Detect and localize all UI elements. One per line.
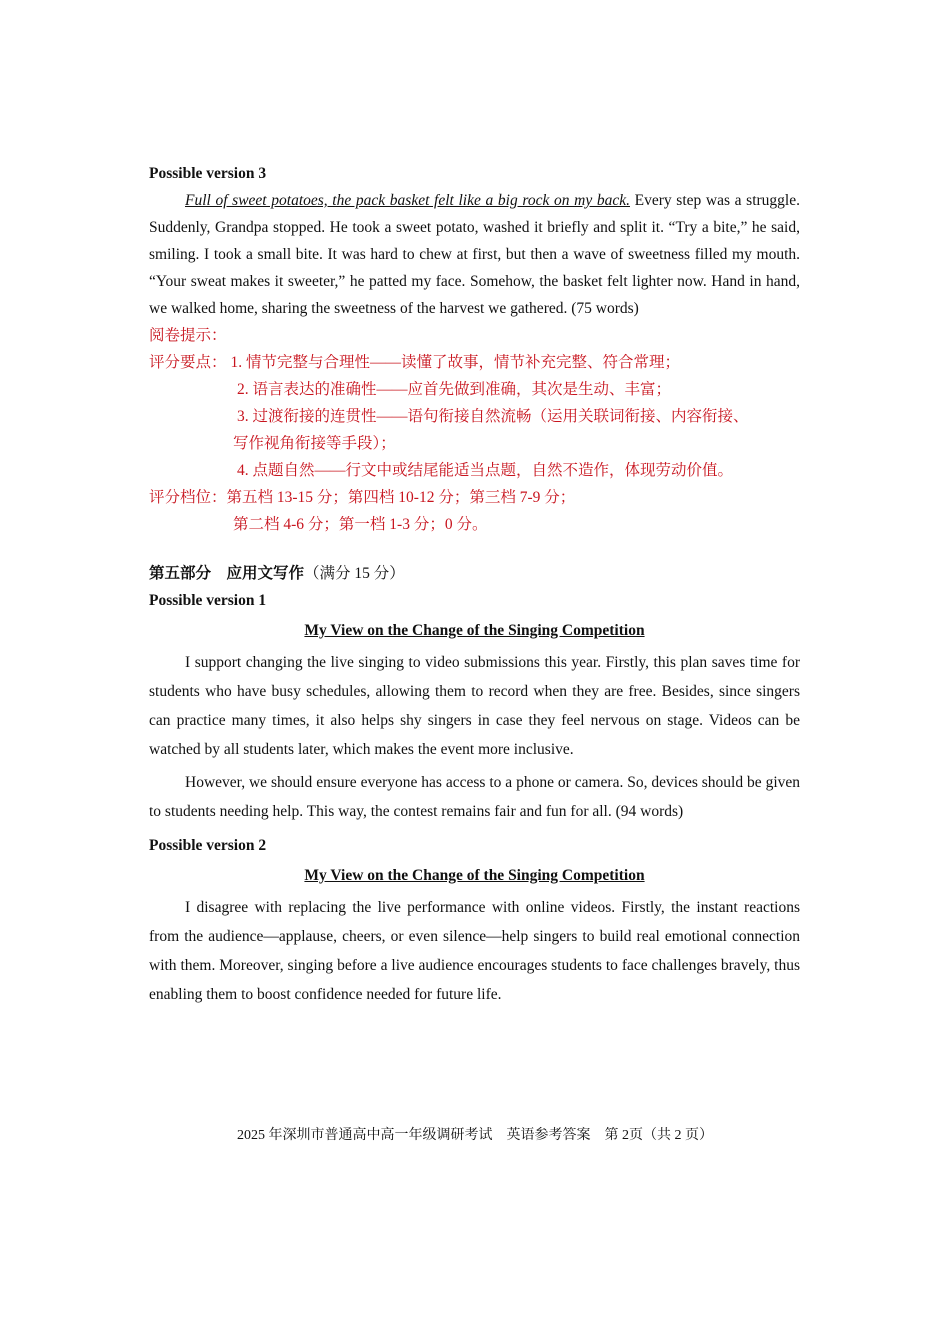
marking-points-label: 评分要点： <box>149 354 227 371</box>
marking-point-4: 4. 点题自然——行文中或结尾能适当点题，自然不造作，体现劳动价值。 <box>237 462 734 479</box>
page-footer: 2025 年深圳市普通高中高一年级调研考试 英语参考答案 第 2页（共 2 页） <box>237 1128 713 1143</box>
part5-section-note: （满分 15 分） <box>304 565 405 582</box>
version1-paragraph-2: However, we should ensure everyone has access to a phone or camera. So, devices should be given to students needing help. This way, the contest remains fair and fun for all. (94 words) <box>149 774 800 820</box>
marking-point-1: 1. 情节完整与合理性——读懂了故事，情节补充完整、符合常理； <box>230 354 681 371</box>
version1-heading: Possible version 1 <box>149 592 267 609</box>
marking-point-2: 2. 语言表达的准确性——应首先做到准确，其次是生动、丰富； <box>237 381 672 398</box>
version3-heading: Possible version 3 <box>149 165 267 182</box>
version3-body: Every step was a struggle. Suddenly, Grandpa stopped. He took a sweet potato, washed it briefly and split it. “Try a bite,” he said, smiling. I took a small bite. It was hard to chew at first, but then a wave of sweetness filled my mouth. “Your sweat makes it sweeter,” he patted my face. Somehow, the basket felt lighter now. Hand in hand, we walked home, sharing the sweetness of the harvest we gathered. (75 words) <box>149 192 800 317</box>
part5-section-title <box>149 560 800 587</box>
marking-tips <box>149 322 800 538</box>
version3-lead-sentence: Full of sweet potatoes, the pack basket felt like a big rock on my back. <box>185 192 630 209</box>
version2-paragraph-1: I disagree with replacing the live performance with online videos. Firstly, the instant reactions from the audience—applause, cheers, or even silence—help singers to build real emotional connection with them. Moreover, singing before a live audience encourages students to face challenges bravely, thus enabling them to boost confidence needed for future life. <box>149 899 800 1003</box>
version1-title: My View on the Change of the Singing Competition <box>304 622 645 639</box>
marking-point-3-cont: 写作视角衔接等手段）； <box>233 435 396 452</box>
part5-section-name: 第五部分 应用文写作 <box>149 565 305 582</box>
marking-levels-label: 评分档位： <box>149 489 227 506</box>
marking-levels-2: 第二档 4-6 分；第一档 1-3 分；0 分。 <box>233 516 488 533</box>
marking-title: 阅卷提示： <box>149 327 227 344</box>
marking-points-row <box>149 349 800 376</box>
version1-paragraph-1: I support changing the live singing to video submissions this year. Firstly, this plan saves time for students who have busy schedules, allowing them to record when they are free. Besides, since singers can practice many times, it also helps shy singers in case they feel nervous on stage. Videos can be watched by all students later, which makes the event more inclusive. <box>149 654 800 758</box>
version2-heading: Possible version 2 <box>149 837 267 854</box>
version3-paragraph <box>149 187 800 322</box>
answer-page <box>149 160 800 1013</box>
marking-levels-1: 第五档 13-15 分；第四档 10-12 分；第三档 7-9 分； <box>226 489 576 506</box>
version2-title: My View on the Change of the Singing Competition <box>304 867 645 884</box>
marking-point-3: 3. 过渡衔接的连贯性——语句衔接自然流畅（运用关联词衔接、内容衔接、 <box>237 408 749 425</box>
marking-levels-row <box>149 484 800 511</box>
